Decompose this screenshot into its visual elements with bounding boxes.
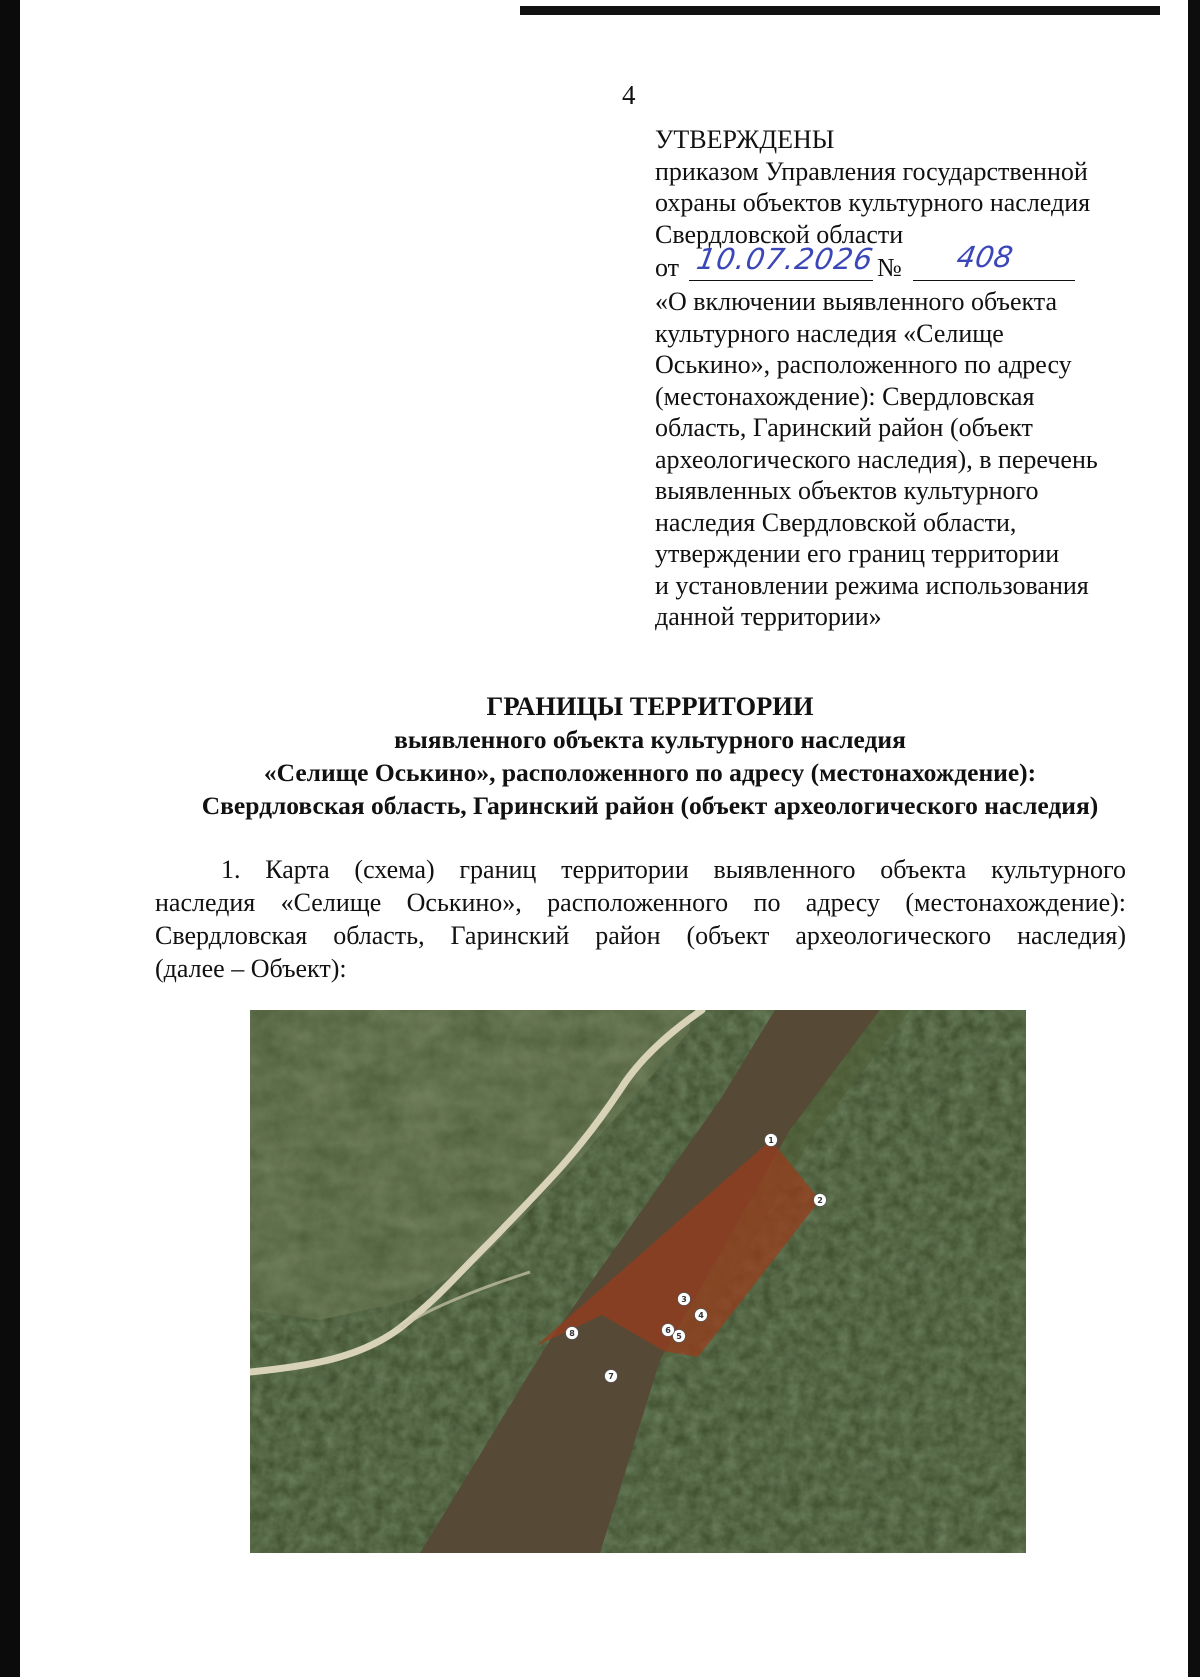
date-number-row — [655, 240, 1135, 286]
heading-line: выявленного объекта культурного наследия — [394, 725, 906, 754]
order-title-line: «О включении выявленного объекта — [655, 287, 1058, 316]
order-title-line: наследия Свердловской области, — [655, 507, 1017, 537]
approval-line: охраны объектов культурного наследия — [655, 188, 1091, 217]
order-title-line: (местонахождение): Свердловская — [655, 381, 1035, 411]
heading-line: Свердловская область, Гаринский район (объект археологического наследия) — [201, 791, 1099, 820]
order-title-line: археологического наследия), в перечень — [655, 444, 1098, 474]
paragraph-line: Свердловская область, Гаринский район (объект археологического наследия) — [155, 921, 1126, 950]
marker-label-4: 4 — [698, 1311, 704, 1320]
order-title-line: и установлении режима использования — [655, 570, 1089, 600]
order-title-line: культурного наследия «Селище — [655, 318, 1004, 348]
boundary-map — [250, 1010, 1026, 1553]
scan-edge-left — [0, 0, 20, 1677]
approval-title: УТВЕРЖДЕНЫ — [655, 125, 835, 154]
order-title-line: Оськино», расположенного по адресу — [655, 350, 1072, 379]
number-underline — [913, 280, 1075, 281]
marker-label-7: 7 — [608, 1372, 614, 1381]
heading-main: ГРАНИЦЫ ТЕРРИТОРИИ — [486, 691, 814, 721]
approval-line: приказом Управления государственной — [655, 156, 1088, 186]
number-prefix: № — [877, 253, 902, 282]
marker-label-3: 3 — [681, 1295, 687, 1304]
paragraph-1 — [155, 853, 1126, 985]
marker-label-1: 1 — [768, 1136, 774, 1145]
approval-line: Свердловской области — [655, 219, 904, 249]
date-underline — [689, 280, 873, 281]
date-prefix: от — [655, 253, 680, 282]
marker-label-6: 6 — [665, 1326, 671, 1335]
scan-edge-top — [520, 6, 1160, 15]
handwritten-date: 10.07.2026 — [694, 242, 877, 276]
marker-label-8: 8 — [569, 1329, 575, 1338]
page-number: 4 — [622, 80, 636, 110]
heading-line: «Селище Оськино», расположенного по адресу (местонахождение): — [263, 758, 1037, 787]
paragraph-line: наследия «Селище Оськино», расположенного по адресу (местонахождение): — [155, 888, 1126, 917]
scan-edge-right — [1188, 0, 1200, 1677]
order-title-line: область, Гаринский район (объект — [655, 413, 1033, 442]
order-title-line: данной территории» — [655, 602, 882, 631]
section-heading — [100, 690, 1200, 822]
marker-label-5: 5 — [676, 1332, 682, 1341]
paragraph-line: (далее – Объект): — [155, 954, 347, 983]
approval-block — [655, 124, 1135, 633]
paragraph-line: 1. Карта (схема) границ территории выявленного объекта культурного — [221, 855, 1126, 884]
order-title-line: утверждении его границ территории — [655, 539, 1060, 568]
marker-label-2: 2 — [817, 1196, 823, 1205]
handwritten-number: 408 — [954, 240, 1016, 274]
order-title-line: выявленных объектов культурного — [655, 476, 1039, 505]
